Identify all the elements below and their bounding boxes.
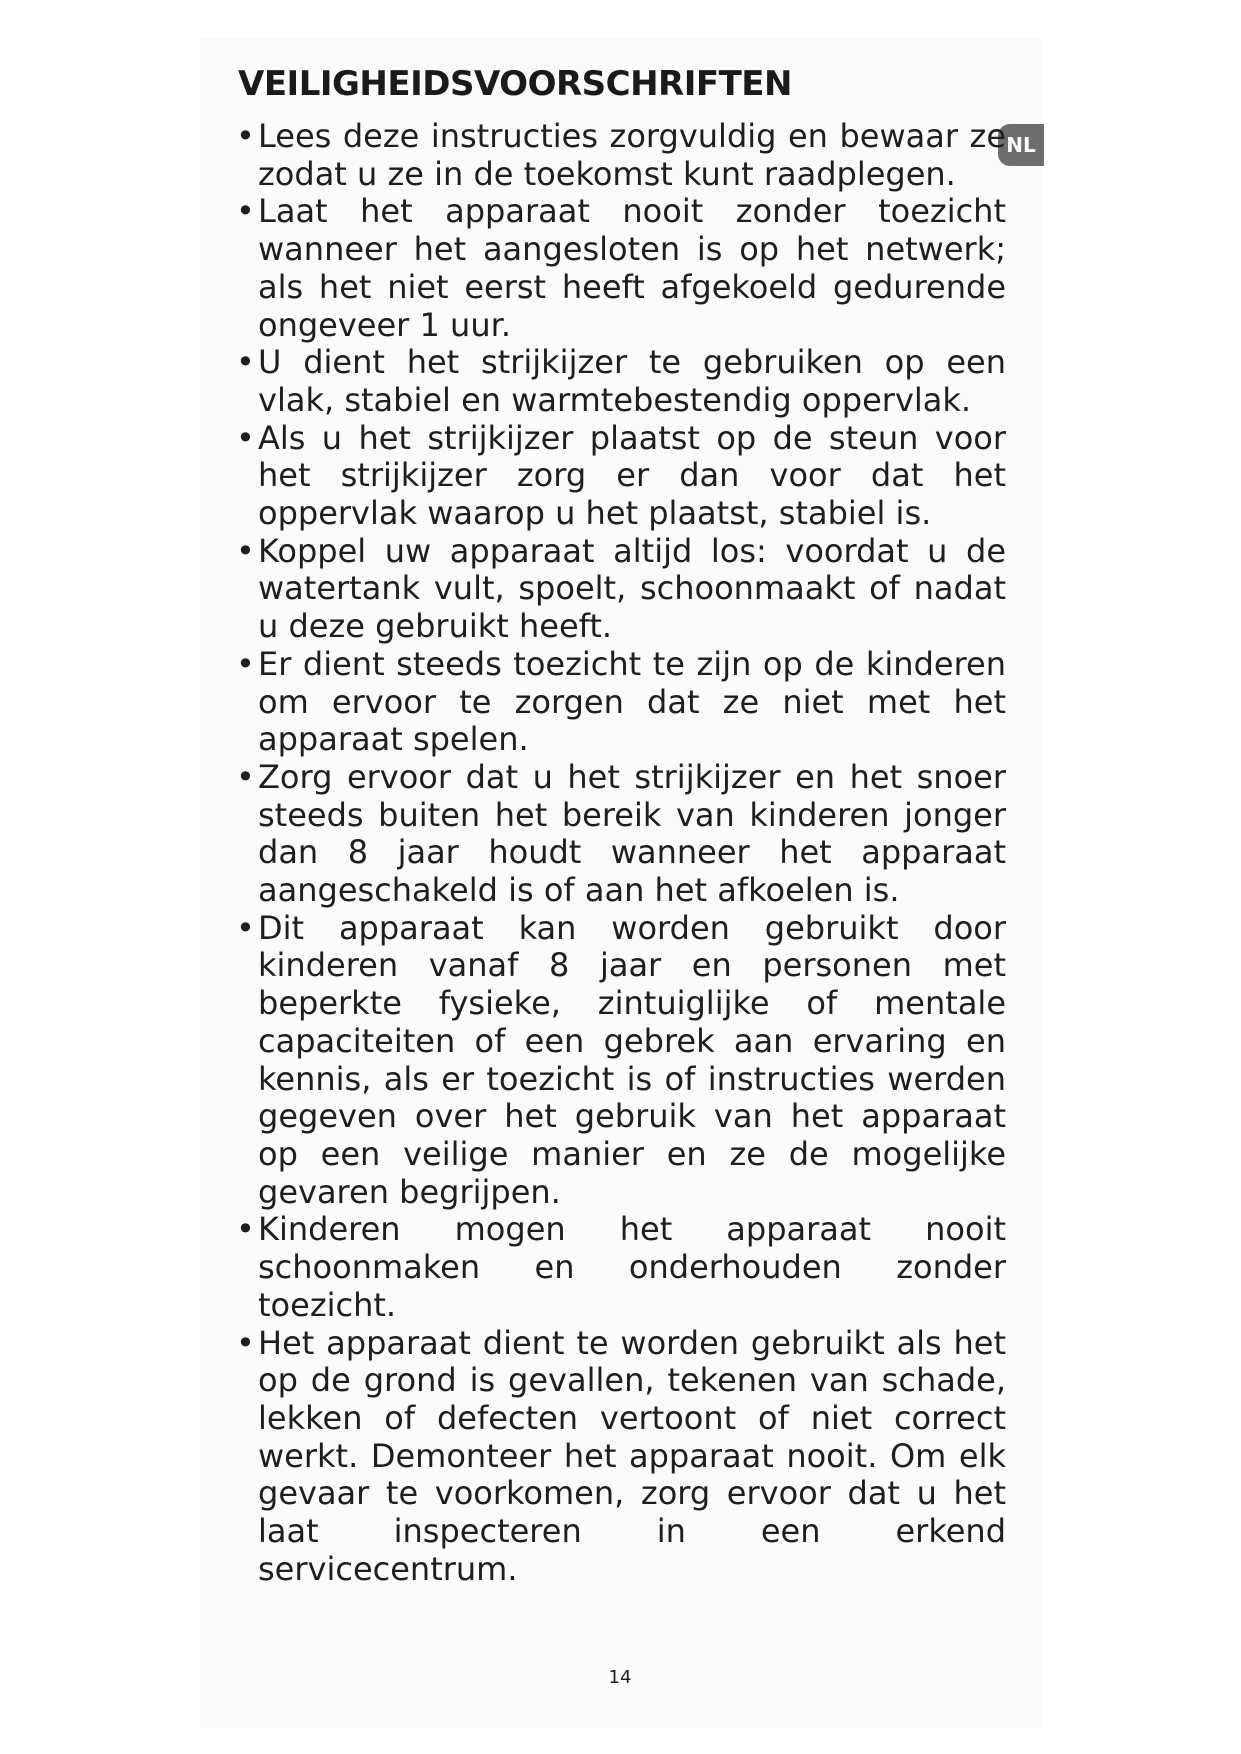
- list-item: [236, 759, 1006, 910]
- list-item: [236, 344, 1006, 419]
- list-item: [236, 1211, 1006, 1324]
- bullet-icon: •: [236, 343, 255, 382]
- language-tab: NL: [998, 124, 1044, 166]
- page-title: VEILIGHEIDSVOORSCHRIFTEN: [238, 64, 792, 104]
- list-item: [236, 420, 1006, 533]
- list-item-text: Lees deze instructies zorgvuldig en bewaar ze zodat u ze in de toekomst kunt raadplegen.: [258, 117, 1006, 193]
- bullet-icon: •: [236, 418, 255, 457]
- bullet-icon: •: [236, 1210, 255, 1249]
- list-item-text: Er dient steeds toezicht te zijn op de kinderen om ervoor te zorgen dat ze niet met het apparaat spelen.: [258, 644, 1006, 759]
- bullet-icon: •: [236, 908, 255, 947]
- bullet-icon: •: [236, 644, 255, 683]
- list-item: [236, 910, 1006, 1212]
- list-item-text: Dit apparaat kan worden gebruikt door kinderen vanaf 8 jaar en personen met beperkte fysieke, zintuiglijke of mentale capaciteiten of een gebrek aan ervaring en kennis, als er toezicht is of instructies werden gegeven over het gebruik van het apparaat op een veilige manier en ze de mogelijke gevaren begrijpen.: [258, 908, 1006, 1211]
- bullet-icon: •: [236, 117, 255, 155]
- list-item-text: Laat het apparaat nooit zonder toezicht wanneer het aangesloten is op het netwerk; als het niet eerst heeft afgekoeld gedurende ongeveer 1 uur.: [258, 192, 1006, 344]
- list-item: [236, 1325, 1006, 1589]
- list-item-text: Zorg ervoor dat u het strijkijzer en het snoer steeds buiten het bereik van kinderen jonger dan 8 jaar houdt wanneer het apparaat aangeschakeld is of aan het afkoelen is.: [258, 757, 1006, 910]
- list-item: [236, 118, 1006, 193]
- bullet-icon: •: [236, 192, 255, 231]
- list-item: [236, 646, 1006, 759]
- list-item-text: Koppel uw apparaat altijd los: voordat u de watertank vult, spoelt, schoonmaakt of nadat u deze gebruikt heeft.: [258, 531, 1006, 646]
- list-item-text: U dient het strijkijzer te gebruiken op een vlak, stabiel en warmtebestendig oppervlak.: [258, 343, 1006, 419]
- bullet-icon: •: [236, 1323, 255, 1362]
- safety-instructions-list: [236, 118, 1006, 1588]
- list-item-text: Kinderen mogen het apparaat nooit schoonmaken en onderhouden zonder toezicht.: [258, 1210, 1006, 1324]
- page-number: 14: [608, 1667, 632, 1688]
- list-item: [236, 193, 1006, 344]
- list-item-text: Als u het strijkijzer plaatst op de steun voor het strijkijzer zorg er dan voor dat het oppervlak waarop u het plaatst, stabiel is.: [258, 418, 1006, 533]
- list-item-text: Het apparaat dient te worden gebruikt als het op de grond is gevallen, tekenen van schade, lekken of defecten vertoont of niet correct werkt. Demonteer het apparaat nooit. Om elk gevaar te voorkomen, zorg ervoor dat u het laat inspecteren in een erkend servicecentrum.: [258, 1323, 1006, 1588]
- bullet-icon: •: [236, 757, 255, 796]
- bullet-icon: •: [236, 531, 255, 570]
- list-item: [236, 533, 1006, 646]
